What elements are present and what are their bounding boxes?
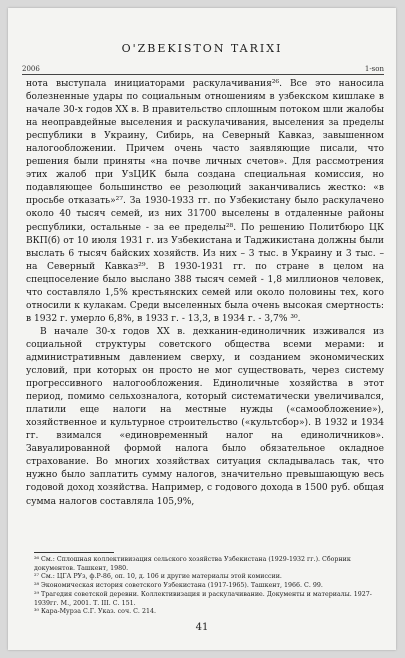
header-rule bbox=[22, 74, 384, 75]
footnote-28: ²⁸ Экономическая история советского Узбекистана (1917-1965). Ташкент, 1966. С. 99. bbox=[34, 582, 323, 590]
body-paragraph-1: нота выступала инициаторами раскулачивания²⁶. Все это наносила болезненные удары по социальным отношениям в узбекском кишлаке в начале 30-х годов XX в. В правительство сплошным потоком шли жалобы на неоправдейные выселения и раскулачивания, выселения за пределы республики в Украину, Сибирь, на Северный Кавказ, завышенном налогообложении. Причем очень часто заявляющие писали, что решения были приняты «на почве личных счетов». Для рассмотрения этих жалоб при УзЦИК была создана специальная комиссия, но подавляющее большинство ее резолюций заканчивались жестко: «в просьбе отказать»²⁷. За 1930-1933 гг. по Узбекистану было раскулачено около 40 тысяч семей, из них 31700 выселены в отдаленные районы республики, остальные - за ее пределы²⁸. По решению Политбюро ЦК ВКП(б) от 10 июля 1931 г. из Узбекистана и Таджикистана должны были выслать 6 тысяч байских хозяйств. Из них – 3 тыс. в Украину и 3 тыс. – на Северный Кавказ²⁹. В 1930-1931 гг. по стране в целом на спецпоселение было выслано 388 тысяч семей - 1,8 миллионов человек, что составляло 1,5% крестьянских семей или около половины тех, кого относили к кулакам. Среди выселенных была очень высокая смертность: в 1932 г. умерло 6,8%, в 1933 г. - 13,3, в 1934 г. - 3,7% ³⁰. bbox=[26, 79, 384, 324]
footnote-27: ²⁷ См.: ЦГА РУз, ф.Р-86, оп. 10, д. 106 и другие материалы этой комиссии. bbox=[34, 573, 282, 581]
footnote-30: ³⁰ Кара-Мурза С.Г. Указ. соч. С. 214. bbox=[34, 608, 156, 616]
article-body bbox=[26, 78, 384, 509]
body-paragraph-2: В начале 30-х годов XX в. дехканин-единоличник изживался из социальной структуры советского общества всеми мерами: и административным давлением сверху, и созданием экономических условий, при которых он просто не мог существовать, через систему прогрессивного налогообложения. Единоличные хозяйства в этот период, помимо сельхозналога, который систематически увеличивался, платили еще налоги на местные нужды («самообложение»), хозяйственное и культурное строительство («культсбор»). В 1932 и 1934 гг. взимался «единовременный налог на единоличников». Завуалированной формой налога было обязательное окладное страхование. Во многих хозяйствах ситуация складывалась так, что нужно было заплатить сумму налогов, значительно превышающую весь годовой доход хозяйства. Например, с годового дохода в 1500 руб. общая сумма налогов составляла 105,9%, bbox=[26, 326, 384, 507]
document-page bbox=[8, 8, 396, 650]
footnote-rule bbox=[34, 552, 114, 553]
issue-number: 1-son bbox=[364, 65, 384, 73]
page-number: 41 bbox=[195, 622, 209, 633]
footnotes bbox=[34, 556, 382, 617]
journal-title: O'ZBEKISTON TARIXI bbox=[121, 42, 283, 55]
footnote-26: ²⁶ См.: Сплошная коллективизация сельского хозяйства Узбекистана (1929-1932 гг.). Сборник документов. Ташкент, 1980. bbox=[34, 556, 351, 572]
footnote-29: ²⁹ Трагедия советской деревни. Коллективизация и раскулачивание. Документы и материалы. 1927-1939гг. М., 2001. Т. III. С. 151. bbox=[34, 590, 372, 607]
issue-meta bbox=[22, 65, 384, 73]
issue-year: 2006 bbox=[22, 65, 40, 73]
